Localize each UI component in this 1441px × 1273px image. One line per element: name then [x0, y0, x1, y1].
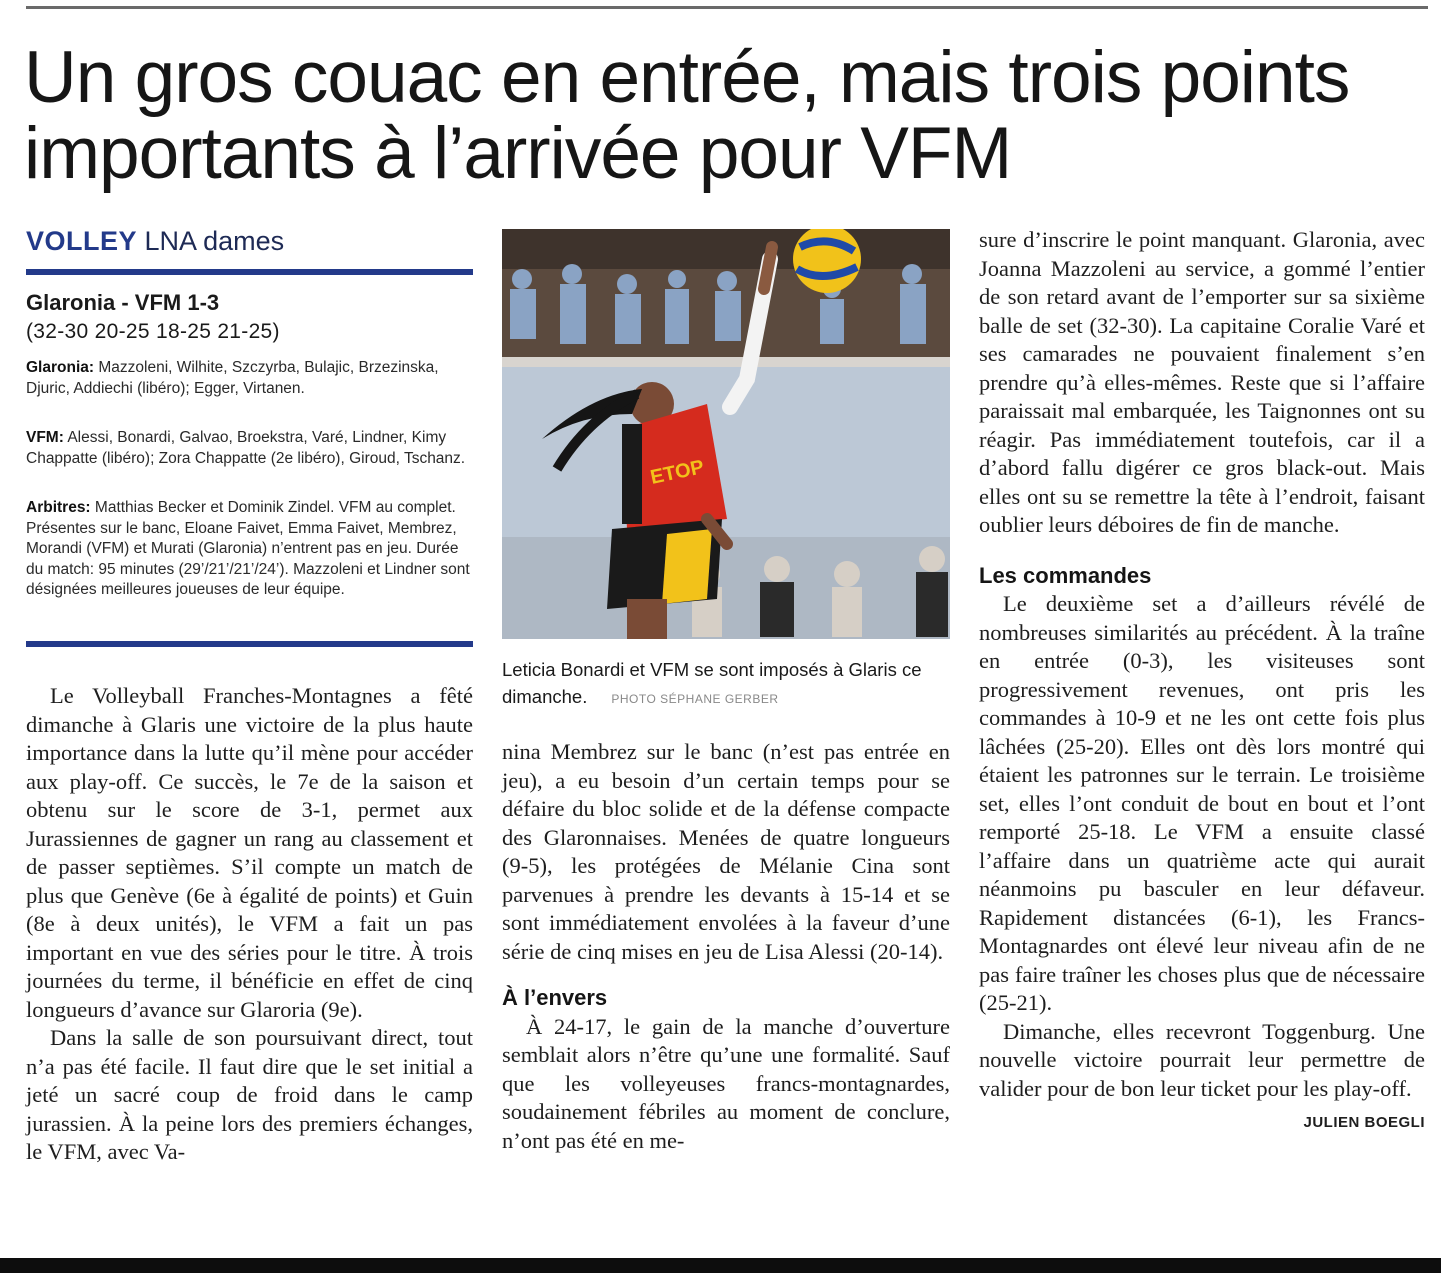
infobox-bottom-rule	[26, 641, 473, 647]
article-paragraph: sure d’inscrire le point manquant. Glaronia, avec Joanna Mazzoleni au service, a gommé l’entier de son retard avant de l’emporter sur sa sixième balle de set (32-30). La capitaine Coralie Varé et ses camarades ne pouvaient finalement s’en prendre qu’à elles-mêmes. Reste que si l’affaire paraissait mal embarquée, les Taignonnes ont su réagir. Pas immédiatement toutefois, car il a d’abord fallu digérer ce gros black-out. Mais elles ont su se remettre la tête à l’endroit, faisant oublier leurs déboires de fin de manche.	[979, 227, 1425, 537]
lineup-vfm-text: Alessi, Bonardi, Galvao, Broekstra, Varé, Lindner, Kimy Chappatte (libéro); Zora Chappatte (2e libéro), Giroud, Tschanz.	[26, 429, 466, 467]
article-paragraph: nina Membrez sur le banc (n’est pas entrée en jeu), a eu besoin d’un certain temps pour se défaire du bloc solide et de la défense compacte des Glaronnaises. Menées de quatre longueurs (9-5), les protégées de Mélanie Cina sont parvenues à prendre les devants à 15-14 et se sont immédiatement envolées à la faveur d’une série de cinq mises en jeu de Lisa Alessi (20-14).	[502, 739, 950, 964]
infobox-top-rule	[26, 269, 473, 275]
sport-label: VOLLEY	[26, 226, 138, 256]
article-paragraph: Le deuxième set a d’ailleurs révélé de nombreuses similarités au précédent. À la traîne en entrée (0-3), les visiteuses sont progressivement revenues, ont pris les commandes à 10-9 et ne les ont cette fois plus lâchées (25-20). Elles ont dès lors montré qui étaient les patronnes sur le terrain. Le troisième set, elles l’ont conduit de bout en bout et l’ont remporté 25-18. Le VFM a ensuite classé l’affaire dans un quatrième acte qui aurait néanmoins pu basculer en leur défaveur. Rapidement distancées (6-1), les Francs-Montagnardes ont élevé leur niveau afin de ne pas faire traîner les choses plus que de nécessaire (25-21).	[979, 591, 1425, 1015]
article-paragraph: Dans la salle de son poursuivant direct, tout n’a pas été facile. Il faut dire que le set initial a jeté un sacré coup de froid dans le camp jurassien. À la peine lors des premiers échanges, le VFM, avec Va-	[26, 1025, 473, 1164]
closing-text: Dimanche, elles recevront Toggenburg. Une nouvelle victoire pourrait leur permettre de valider pour de bon leur ticket pour les play-off.	[979, 1018, 1425, 1101]
officials-label: Arbitres:	[26, 499, 91, 516]
rubric	[26, 226, 284, 257]
set-scores: (32-30 20-25 18-25 21-25)	[26, 320, 280, 343]
photo-credit: PHOTO SÉPHANE GERBER	[611, 692, 779, 706]
officials-text: Matthias Becker et Dominik Zindel. VFM au complet. Présentes sur le banc, Eloane Faivet, Emma Faivet, Membrez, Morandi (VFM) et Murati (Glaronia) n’entrent pas en jeu. Durée du match: 95 minutes (29’/21’/21’/24’). Mazzoleni et Lindner sont désignées meilleures joueuses de leur équipe.	[26, 499, 470, 598]
article-paragraph: À 24-17, le gain de la manche d’ouverture semblait alors n’être qu’une une formalité. Sauf que les volleyeuses francs-montagnardes, soudainement fébriles au moment de conclure, n’ont pas été en me-	[502, 1013, 950, 1153]
article-column-3	[979, 226, 1425, 1138]
caption-text: Leticia Bonardi et VFM se sont imposés à Glaris ce dimanche.	[502, 659, 922, 707]
lineup-glaronia-label: Glaronia:	[26, 359, 95, 376]
byline: JULIEN BOEGLI	[1303, 1114, 1425, 1131]
article-paragraph: Le Volleyball Franches-Montagnes a fêté dimanche à Glaris une victoire de la plus haute importance dans la lutte qu’il mène pour accéder aux play-off. Ce succès, le 7e de la saison et obtenu sur le score de 3-1, permet aux Jurassiennes de gagner un rang au classement et de passer septièmes. S’il compte un match de plus que Genève (6e à égalité de points) et Guin (8e à deux unités), le VFM a fait un pas important en vue des séries pour le titre. À trois journées du terme, il bénéficie en effet de cinq longueurs d’avance sur Glaroria (9e).	[26, 683, 473, 1022]
top-rule	[26, 6, 1428, 9]
lineup-glaronia	[26, 358, 473, 399]
jersey-sponsor: ETOP	[648, 456, 706, 489]
subheading: Les commandes	[979, 562, 1152, 588]
match-score: Glaronia - VFM 1-3	[26, 290, 220, 315]
photo-caption	[502, 656, 950, 713]
match-photo	[502, 229, 950, 639]
lineup-glaronia-text: Mazzoleni, Wilhite, Szczyrba, Bulajic, Brzezinska, Djuric, Addiechi (libéro); Egger, Virtanen.	[26, 359, 439, 397]
subheading: À l’envers	[502, 985, 608, 1010]
lineup-vfm-label: VFM:	[26, 429, 64, 446]
lineup-vfm	[26, 428, 473, 469]
headline: Un gros couac en entrée, mais trois points importants à l’arrivée pour VFM	[24, 37, 1350, 194]
league-label: LNA dames	[144, 226, 285, 256]
article-paragraph	[979, 1018, 1425, 1131]
article-column-1	[26, 682, 473, 1167]
article-column-2	[502, 738, 950, 1155]
bottom-bar	[0, 1258, 1441, 1273]
match-officials	[26, 498, 473, 601]
